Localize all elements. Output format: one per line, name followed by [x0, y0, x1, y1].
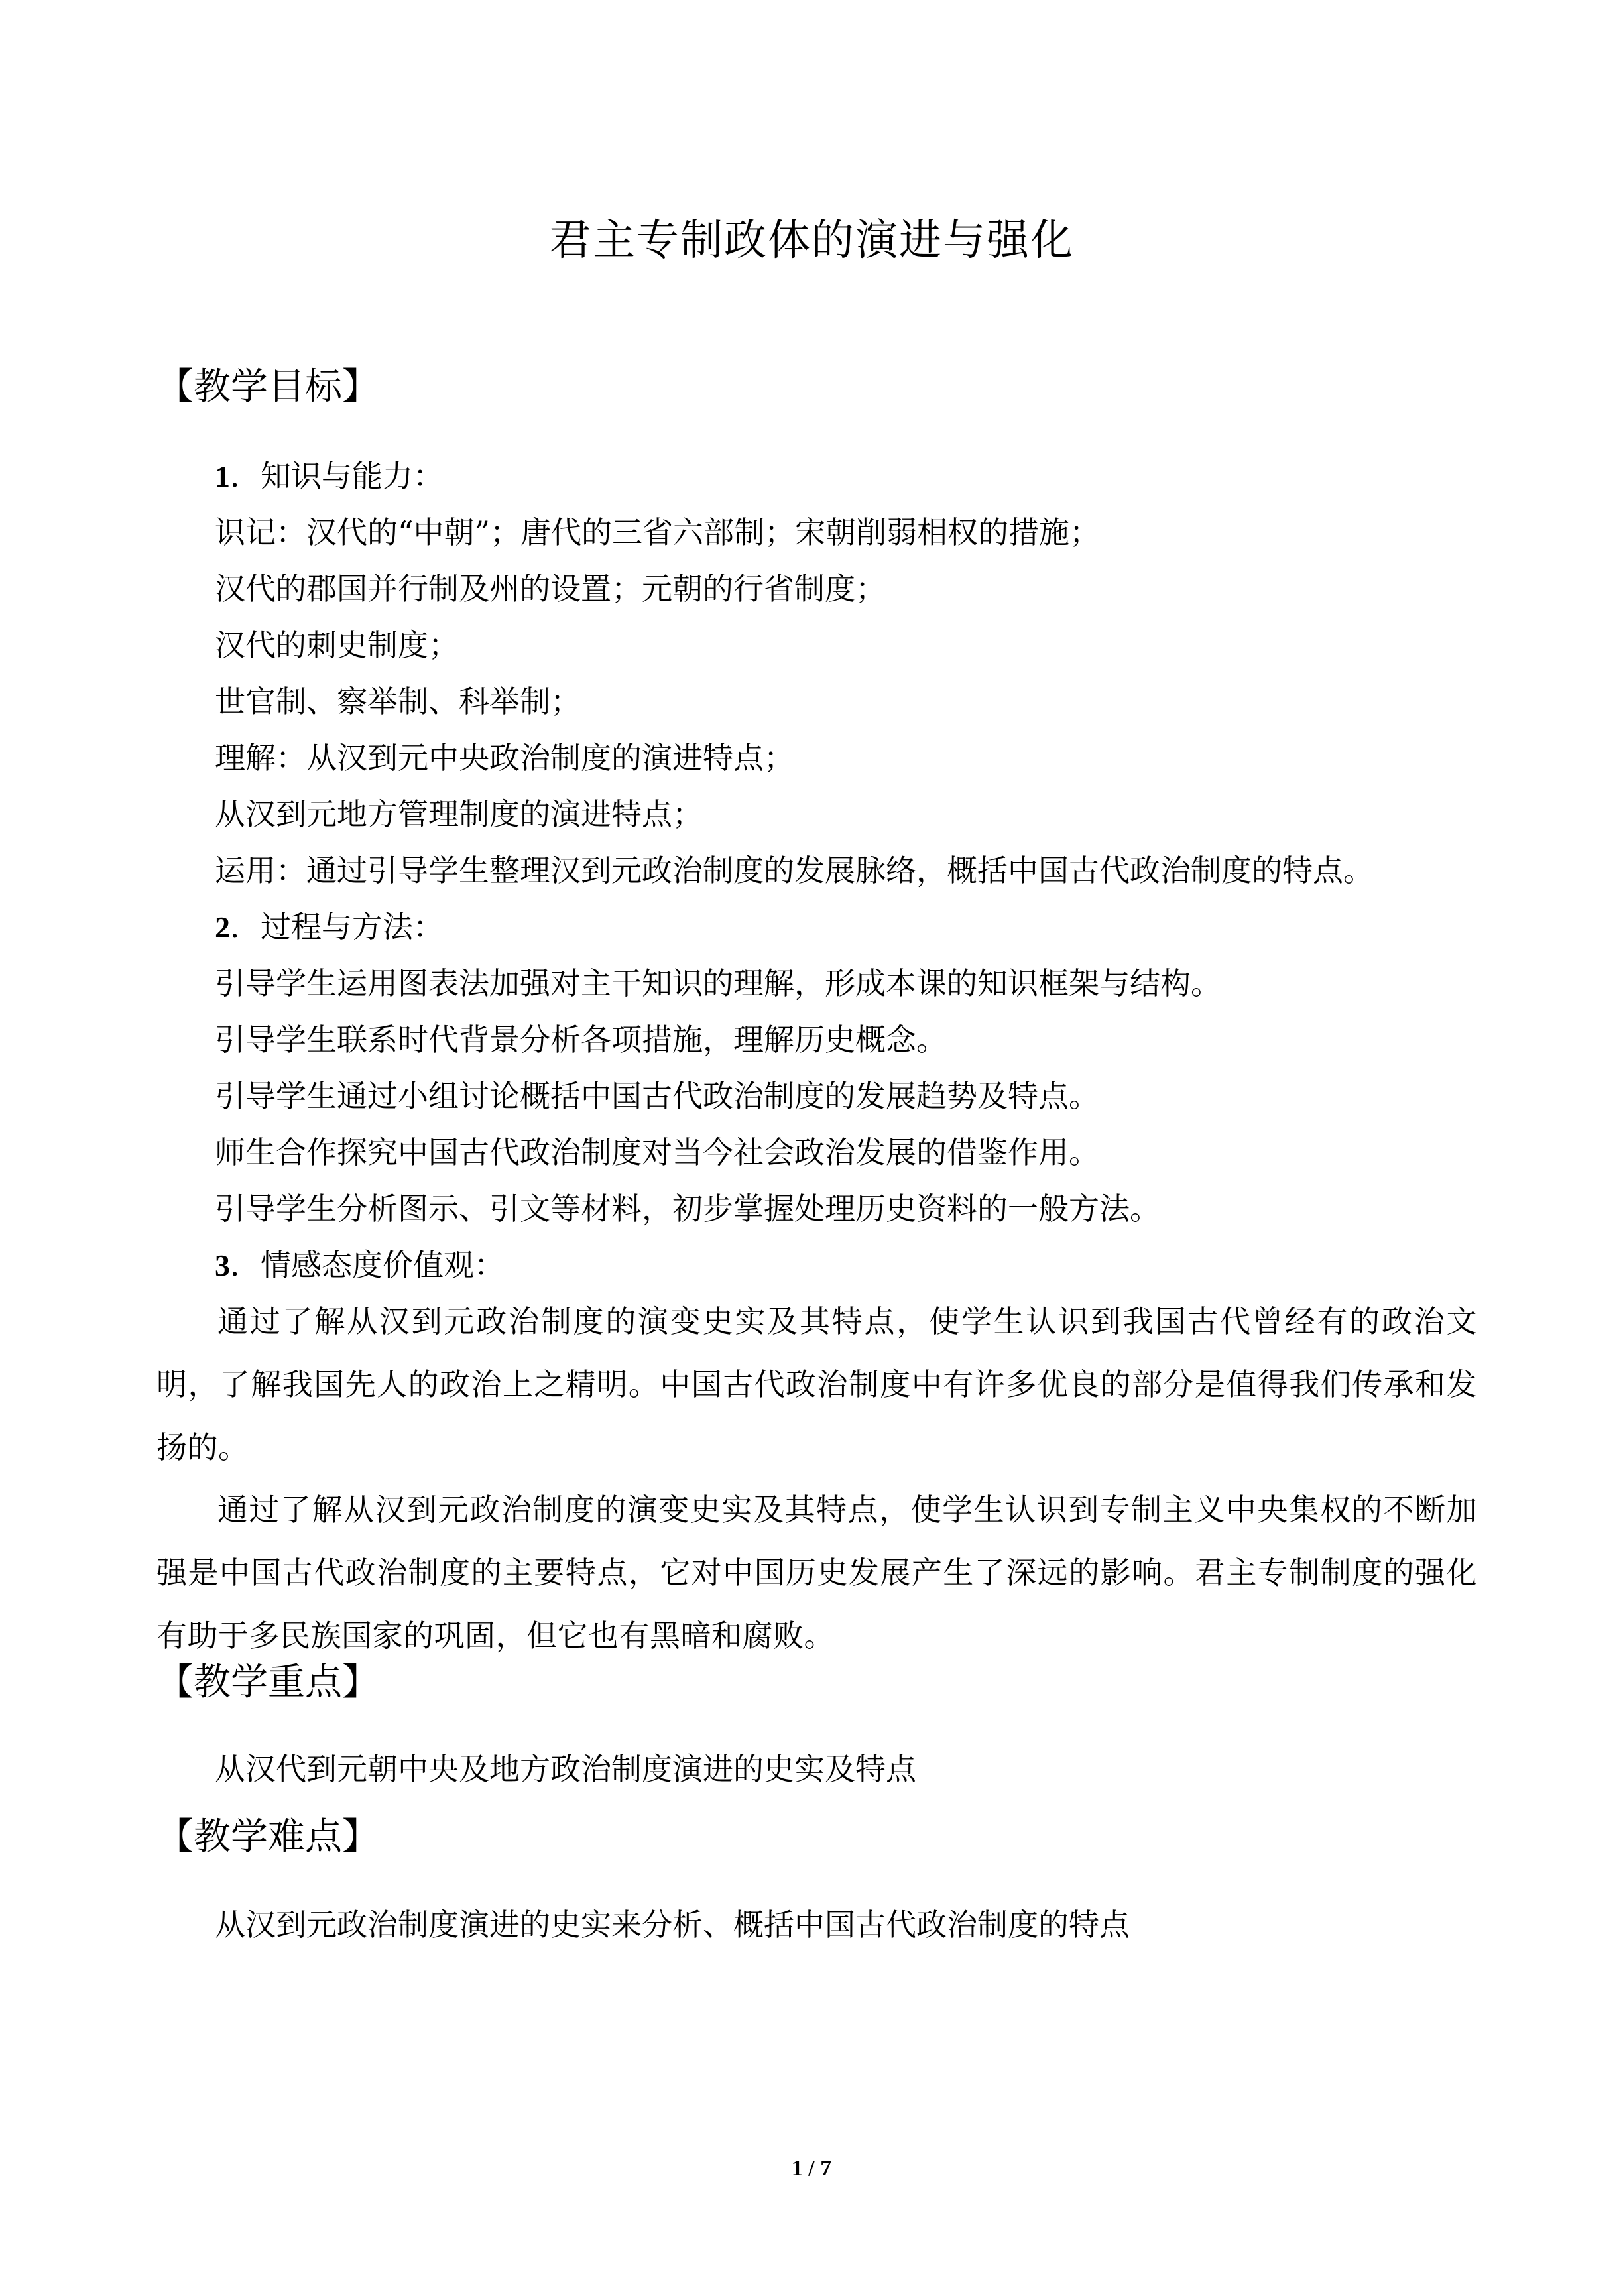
knowledge-line: 从汉到元地方管理制度的演进特点；	[215, 796, 703, 832]
knowledge-line: 识记：汉代的“中朝”；唐代的三省六部制；宋朝削弱相权的措施；	[215, 514, 1101, 550]
knowledge-line: 汉代的郡国并行制及州的设置；元朝的行省制度；	[215, 571, 886, 607]
process-line: 引导学生联系时代背景分析各项措施，理解历史概念。	[215, 1022, 947, 1057]
knowledge-label: ．知识与能力：	[230, 458, 444, 494]
page-number: 1 / 7	[791, 2156, 832, 2181]
values-subheading	[215, 1242, 505, 1289]
process-subheading	[215, 904, 444, 951]
difficulties-heading: 【教学难点】	[156, 1815, 379, 1858]
knowledge-subheading	[215, 453, 444, 500]
process-number: 2	[215, 910, 230, 944]
key-points-text: 从汉代到元朝中央及地方政治制度演进的史实及特点	[215, 1751, 916, 1787]
values-paragraph: 通过了解从汉到元政治制度的演变史实及其特点，使学生认识到专制主义中央集权的不断加强是中国古代政治制度的主要特点，它对中国历史发展产生了深远的影响。君主专制制度的强化有助于多民族国家的巩固，但它也有黑暗和腐败。	[156, 1492, 1477, 1654]
knowledge-line: 理解：从汉到元中央政治制度的演进特点；	[215, 740, 794, 776]
process-line: 引导学生运用图表法加强对主干知识的理解，形成本课的知识框架与结构。	[215, 965, 1221, 1001]
process-line: 引导学生分析图示、引文等材料，初步掌握处理历史资料的一般方法。	[215, 1191, 1160, 1227]
key-points-heading: 【教学重点】	[156, 1661, 379, 1704]
knowledge-line: 汉代的刺史制度；	[215, 627, 459, 663]
knowledge-line: 运用：通过引导学生整理汉到元政治制度的发展脉络，概括中国古代政治制度的特点。	[215, 853, 1374, 888]
page-title: 君主专制政体的演进与强化	[549, 216, 1074, 265]
objectives-heading: 【教学目标】	[156, 365, 379, 408]
values-number: 3	[215, 1248, 230, 1282]
values-paragraph: 通过了解从汉到元政治制度的演变史实及其特点，使学生认识到我国古代曾经有的政治文明，了解我国先人的政治上之精明。中国古代政治制度中有许多优良的部分是值得我们传承和发扬的。	[156, 1303, 1477, 1465]
knowledge-number: 1	[215, 459, 230, 493]
knowledge-line: 世官制、察举制、科举制；	[215, 684, 581, 719]
values-label: ．情感态度价值观：	[230, 1247, 505, 1283]
process-line: 师生合作探究中国古代政治制度对当今社会政治发展的借鉴作用。	[215, 1134, 1099, 1170]
process-label: ．过程与方法：	[230, 909, 444, 945]
process-line: 引导学生通过小组讨论概括中国古代政治制度的发展趋势及特点。	[215, 1078, 1099, 1114]
difficulties-text: 从汉到元政治制度演进的史实来分析、概括中国古代政治制度的特点	[215, 1907, 1130, 1943]
